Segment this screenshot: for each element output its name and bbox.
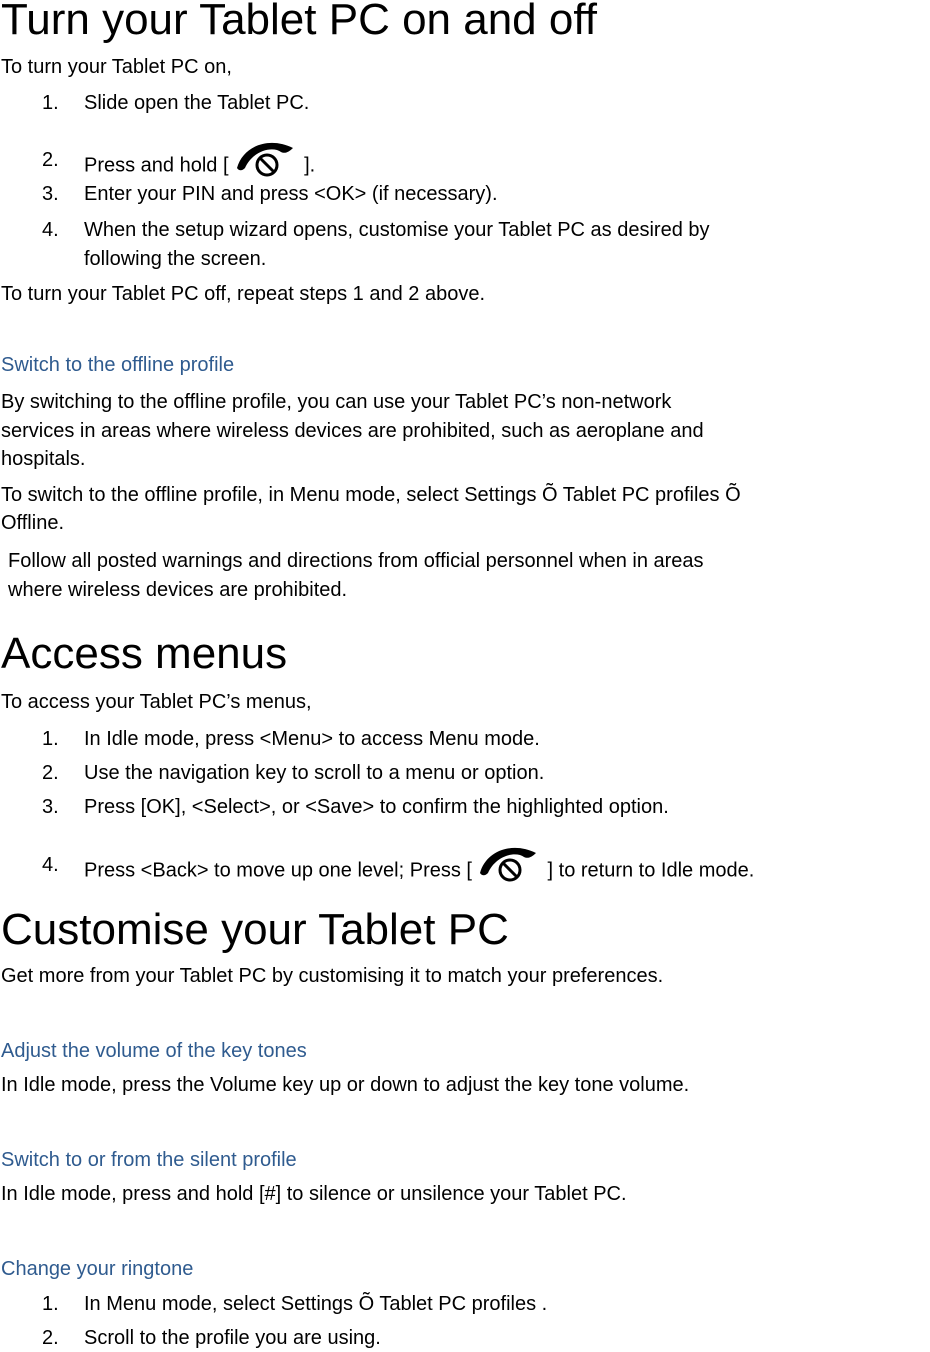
volume-text: In Idle mode, press the Volume key up or down to adjust the key tone volume. [1,1074,690,1096]
step-text: In Idle mode, press <Menu> to access Menu mode. [84,728,540,750]
end-call-key-icon [474,843,540,883]
step-text-before: Press and hold [ [84,154,229,177]
step-number: 4. [42,854,59,876]
end-call-key-icon [231,138,297,178]
heading-customise: Customise your Tablet PC [1,905,509,954]
offline-para2-line2: Offline. [1,512,64,534]
step-number: 2. [42,149,59,171]
step-number: 2. [42,1327,59,1349]
step-text: Press [OK], <Select>, or <Save> to confirm the highlighted option. [84,796,669,818]
subheading-offline-profile: Switch to the offline profile [1,354,235,376]
step-number: 1. [42,1293,59,1315]
step-text-line2: following the screen. [84,248,267,270]
intro-customise: Get more from your Tablet PC by customising it to match your preferences. [1,965,664,987]
subheading-silent-profile: Switch to or from the silent profile [1,1149,297,1171]
step-text: Slide open the Tablet PC. [84,92,310,114]
step-text-after: ]. [298,154,316,177]
intro-access-menus: To access your Tablet PC’s menus, [1,691,312,713]
step-text: In Menu mode, select Settings Õ Tablet PC profiles . [84,1293,548,1315]
intro-turn-on: To turn your Tablet PC on, [1,56,232,78]
step-number: 1. [42,728,59,750]
step-number: 4. [42,219,59,241]
step-number: 3. [42,796,59,818]
step-text: Use the navigation key to scroll to a menu or option. [84,762,545,784]
warning-line1: Follow all posted warnings and directions from official personnel when in areas [8,550,704,572]
offline-para2-line1: To switch to the offline profile, in Menu mode, select Settings Õ Tablet PC profiles Õ [1,484,741,506]
step-text: Scroll to the profile you are using. [84,1327,381,1349]
step-number: 3. [42,183,59,205]
outro-turn-off: To turn your Tablet PC off, repeat steps 1 and 2 above. [1,283,486,305]
step-text-line1: When the setup wizard opens, customise your Tablet PC as desired by [84,219,710,241]
step-number: 1. [42,92,59,114]
warning-line2: where wireless devices are prohibited. [8,579,348,601]
heading-access-menus: Access menus [1,629,288,678]
offline-para1-line2: services in areas where wireless devices are prohibited, such as aeroplane and [1,420,704,442]
offline-para1-line1: By switching to the offline profile, you can use your Tablet PC’s non-network [1,391,672,413]
step-text-after: ] to return to Idle mode. [541,859,755,882]
step-text-with-icon [84,851,754,891]
offline-para1-line3: hospitals. [1,448,86,470]
step-text: Enter your PIN and press <OK> (if necessary). [84,183,498,205]
silent-text: In Idle mode, press and hold [#] to silence or unsilence your Tablet PC. [1,1183,627,1205]
subheading-volume: Adjust the volume of the key tones [1,1040,307,1062]
subheading-ringtone: Change your ringtone [1,1258,194,1280]
step-number: 2. [42,762,59,784]
page-title-turn-on-off: Turn your Tablet PC on and off [1,0,597,44]
step-text-before: Press <Back> to move up one level; Press [ [84,859,472,882]
